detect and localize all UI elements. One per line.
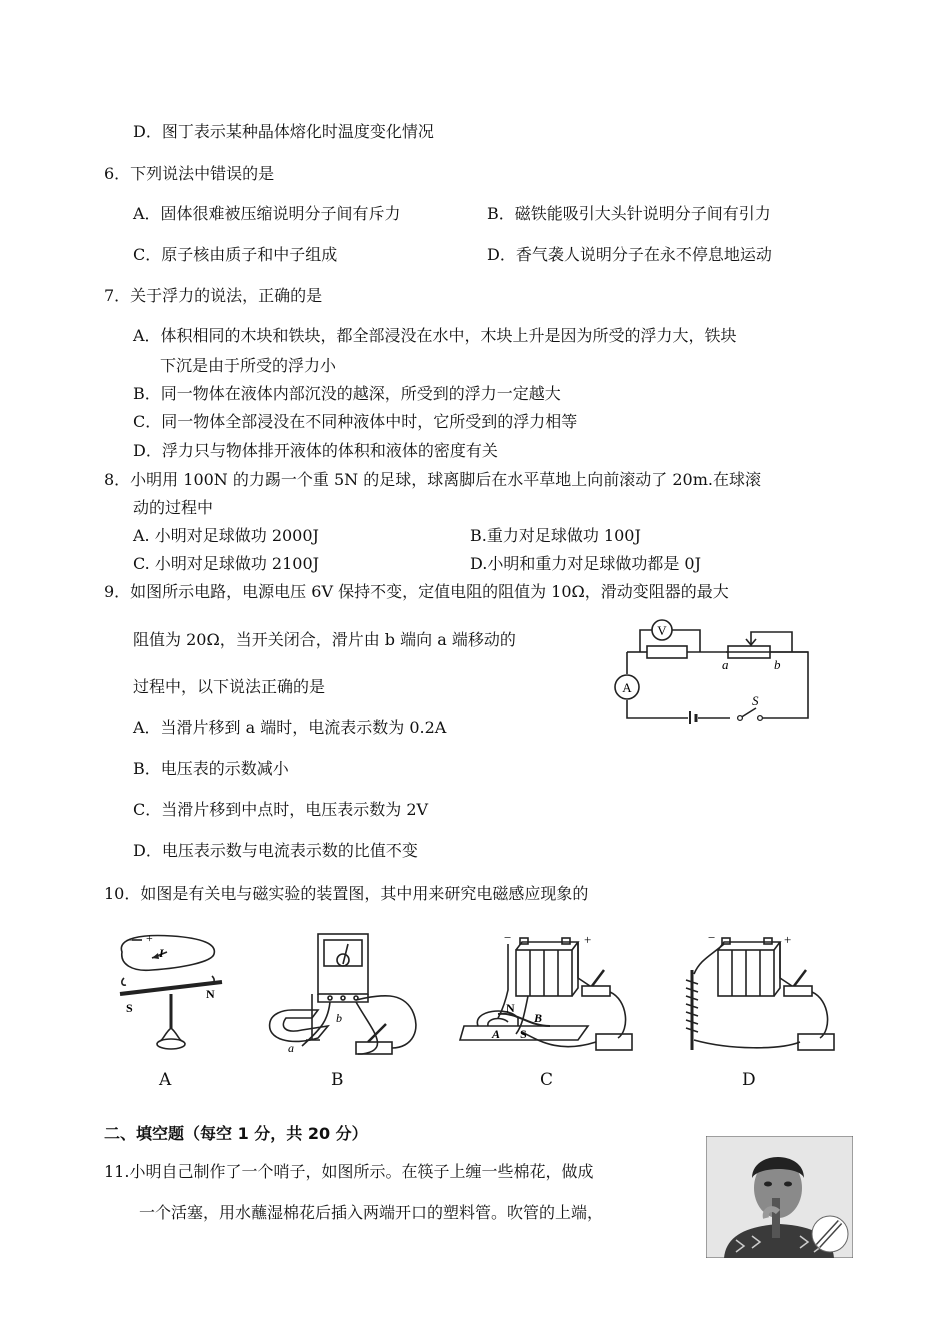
switch-label: S: [752, 693, 759, 708]
fig-c-plus-label: +: [584, 932, 592, 947]
q11-stem-cont: 一个活塞，用水蘸湿棉花后插入两端开口的塑料管。吹管的上端，: [139, 1203, 604, 1222]
fig-a-current-label: I: [159, 946, 164, 960]
rheostat-end-a-label: a: [722, 657, 729, 672]
q8-stem: 8．小明用 100N 的力踢一个重 5N 的足球，球离脚后在水平草地上向前滚动了 20m.在球滚: [104, 470, 761, 489]
q7-option-a-cont: 下沉是由于所受的浮力小: [160, 356, 337, 375]
q10-figure-b: [262, 930, 442, 1065]
q6-option-b: B．磁铁能吸引大头针说明分子间有引力: [487, 204, 771, 223]
q10-stem: 10．如图是有关电与磁实验的装置图，其中用来研究电磁感应现象的: [104, 884, 589, 903]
q8-stem-cont: 动的过程中: [133, 498, 214, 517]
q6-option-d: D．香气袭人说明分子在永不停息地运动: [487, 245, 772, 264]
q7-option-a: A．体积相同的木块和铁块，都全部浸没在水中，木块上升是因为所受的浮力大，铁块: [133, 326, 737, 345]
q6-option-a: A．固体很难被压缩说明分子间有斥力: [133, 204, 401, 223]
q8-option-a: A. 小明对足球做功 2000J: [133, 526, 319, 545]
q9-option-c: C．当滑片移到中点时，电压表示数为 2V: [133, 800, 429, 819]
q11-stem: 11.小明自己制作了一个哨子，如图所示。在筷子上缠一些棉花，做成: [104, 1162, 594, 1181]
q10-figure-c: [458, 930, 638, 1065]
q9-option-d: D．电压表示数与电流表示数的比值不变: [133, 841, 418, 860]
q7-option-c: C．同一物体全部浸没在不同种液体中时，它所受到的浮力相等: [133, 412, 578, 431]
ammeter-label: A: [622, 680, 632, 695]
fig-c-a-label: A: [492, 1027, 501, 1041]
q11-whistle-photo: [706, 1136, 853, 1258]
fig-a-caption: A: [159, 1070, 172, 1090]
q9-option-b: B．电压表的示数减小: [133, 759, 289, 778]
fig-b-caption: B: [331, 1070, 344, 1090]
q10-figure-a: [112, 930, 232, 1060]
fig-a-north-label: N: [206, 987, 215, 1001]
fig-c-south-label: S: [520, 1027, 527, 1041]
q7-option-d: D．浮力只与物体排开液体的体积和液体的密度有关: [133, 441, 498, 460]
q7-option-b: B．同一物体在液体内部沉没的越深，所受到的浮力一定越大: [133, 384, 561, 403]
q7-stem: 7．关于浮力的说法，正确的是: [104, 286, 323, 305]
q6-stem: 6．下列说法中错误的是: [104, 164, 275, 183]
q9-stem-cont: 阻值为 20Ω，当开关闭合，滑片由 b 端向 a 端移动的: [133, 630, 516, 649]
q5-option-d: D．图丁表示某种晶体熔化时温度变化情况: [133, 122, 434, 141]
fig-d-plus-label: +: [784, 932, 792, 947]
fig-d-minus-label: −: [708, 930, 716, 945]
q9-option-a: A．当滑片移到 a 端时，电流表示数为 0.2A: [133, 718, 447, 737]
fig-b-a-label: a: [288, 1041, 294, 1055]
q8-option-b: B.重力对足球做功 100J: [470, 526, 641, 545]
q10-figure-d: [680, 930, 840, 1065]
fig-c-north-label: N: [506, 1001, 515, 1015]
q8-option-d: D.小明和重力对足球做功都是 0J: [470, 554, 702, 573]
fig-c-caption: C: [540, 1070, 554, 1090]
fig-d-caption: D: [742, 1070, 756, 1090]
fig-c-b-label: B: [534, 1011, 543, 1025]
fig-c-minus-label: −: [504, 930, 512, 945]
fig-a-minus-label: −: [126, 933, 133, 947]
q9-stem: 9．如图所示电路，电源电压 6V 保持不变，定值电阻的阻值为 10Ω，滑动变阻器的最大: [104, 582, 729, 601]
q6-option-c: C．原子核由质子和中子组成: [133, 245, 338, 264]
q8-option-c: C. 小明对足球做功 2100J: [133, 554, 320, 573]
fig-a-plus-label: +: [146, 931, 153, 945]
section-heading: 二、填空题（每空 1 分，共 20 分）: [104, 1124, 368, 1143]
fig-b-b-label: b: [336, 1011, 342, 1025]
voltmeter-label: V: [657, 623, 667, 638]
fig-a-south-label: S: [126, 1001, 133, 1015]
q9-stem-cont2: 过程中，以下说法正确的是: [133, 677, 326, 696]
rheostat-end-b-label: b: [774, 657, 781, 672]
q9-circuit-diagram: [610, 612, 812, 724]
